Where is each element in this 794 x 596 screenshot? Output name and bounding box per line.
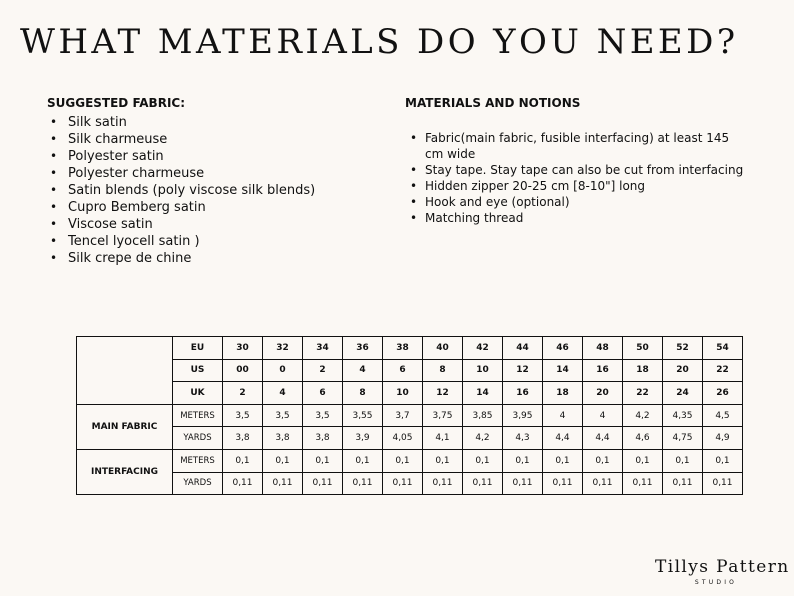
amount-cell: 0,11 bbox=[383, 472, 423, 495]
amount-cell: 0,11 bbox=[263, 472, 303, 495]
fabric-item: • Cupro Bemberg satin bbox=[47, 199, 367, 216]
amount-cell: 0,1 bbox=[223, 449, 263, 472]
size-cell: 38 bbox=[383, 337, 423, 360]
fabric-item: • Silk satin bbox=[47, 114, 367, 131]
unit-label: METERS bbox=[173, 404, 223, 427]
size-cell: 52 bbox=[663, 337, 703, 360]
amount-cell: 4,4 bbox=[583, 427, 623, 450]
size-system-label: EU bbox=[173, 337, 223, 360]
size-cell: 40 bbox=[423, 337, 463, 360]
amount-cell: 3,5 bbox=[263, 404, 303, 427]
size-chart-table bbox=[76, 336, 743, 495]
table-row bbox=[77, 404, 743, 427]
amount-cell: 3,7 bbox=[383, 404, 423, 427]
amount-cell: 0,11 bbox=[223, 472, 263, 495]
unit-label: YARDS bbox=[173, 472, 223, 495]
amount-cell: 0,11 bbox=[343, 472, 383, 495]
notion-item: • Hook and eye (optional) bbox=[405, 194, 750, 210]
size-cell: 22 bbox=[623, 382, 663, 405]
size-cell: 16 bbox=[583, 359, 623, 382]
fabric-item: • Tencel lyocell satin ) bbox=[47, 233, 367, 250]
notion-item: • Fabric(main fabric, fusible interfacing) at least 145 cm wide bbox=[405, 130, 750, 162]
size-cell: 54 bbox=[703, 337, 743, 360]
size-cell: 32 bbox=[263, 337, 303, 360]
amount-cell: 0,11 bbox=[583, 472, 623, 495]
size-row-eu bbox=[77, 337, 743, 360]
size-system-label: UK bbox=[173, 382, 223, 405]
notion-item: • Hidden zipper 20-25 cm [8-10"] long bbox=[405, 178, 750, 194]
size-cell: 18 bbox=[623, 359, 663, 382]
size-cell: 4 bbox=[263, 382, 303, 405]
amount-cell: 0,1 bbox=[303, 449, 343, 472]
amount-cell: 0,11 bbox=[663, 472, 703, 495]
brand-logo bbox=[655, 557, 790, 586]
amount-cell: 0,1 bbox=[703, 449, 743, 472]
notion-item: • Stay tape. Stay tape can also be cut from interfacing bbox=[405, 162, 750, 178]
size-cell: 18 bbox=[543, 382, 583, 405]
size-cell: 20 bbox=[583, 382, 623, 405]
page-title: WHAT MATERIALS DO YOU NEED? bbox=[20, 22, 739, 62]
size-cell: 10 bbox=[383, 382, 423, 405]
size-cell: 14 bbox=[543, 359, 583, 382]
amount-cell: 4,75 bbox=[663, 427, 703, 450]
amount-cell: 4,3 bbox=[503, 427, 543, 450]
amount-cell: 0,1 bbox=[583, 449, 623, 472]
amount-cell: 0,1 bbox=[543, 449, 583, 472]
notions-list bbox=[405, 130, 750, 226]
amount-cell: 4,2 bbox=[623, 404, 663, 427]
materials-notions-section bbox=[405, 96, 750, 226]
fabric-item: • Viscose satin bbox=[47, 216, 367, 233]
amount-cell: 0,11 bbox=[703, 472, 743, 495]
size-cell: 20 bbox=[663, 359, 703, 382]
suggested-fabric-section bbox=[47, 96, 367, 267]
amount-cell: 0,11 bbox=[623, 472, 663, 495]
size-cell: 26 bbox=[703, 382, 743, 405]
amount-cell: 4,2 bbox=[463, 427, 503, 450]
amount-cell: 3,8 bbox=[223, 427, 263, 450]
size-cell: 6 bbox=[303, 382, 343, 405]
amount-cell: 0,1 bbox=[383, 449, 423, 472]
size-cell: 8 bbox=[343, 382, 383, 405]
size-cell: 44 bbox=[503, 337, 543, 360]
amount-cell: 0,11 bbox=[503, 472, 543, 495]
amount-cell: 4,4 bbox=[543, 427, 583, 450]
table-corner-cell bbox=[77, 337, 173, 405]
amount-cell: 3,5 bbox=[303, 404, 343, 427]
unit-label: METERS bbox=[173, 449, 223, 472]
amount-cell: 4,6 bbox=[623, 427, 663, 450]
amount-cell: 3,8 bbox=[263, 427, 303, 450]
brand-name: Tillys Pattern bbox=[655, 557, 790, 577]
amount-cell: 0,1 bbox=[263, 449, 303, 472]
fabric-item: • Polyester satin bbox=[47, 148, 367, 165]
fabric-list bbox=[47, 114, 367, 267]
fabric-item: • Silk crepe de chine bbox=[47, 250, 367, 267]
amount-cell: 4,1 bbox=[423, 427, 463, 450]
size-cell: 22 bbox=[703, 359, 743, 382]
amount-cell: 4,9 bbox=[703, 427, 743, 450]
size-cell: 8 bbox=[423, 359, 463, 382]
size-cell: 30 bbox=[223, 337, 263, 360]
size-cell: 36 bbox=[343, 337, 383, 360]
notion-item: • Matching thread bbox=[405, 210, 750, 226]
brand-subtitle: STUDIO bbox=[694, 579, 738, 586]
size-cell: 12 bbox=[423, 382, 463, 405]
size-cell: 42 bbox=[463, 337, 503, 360]
table-row bbox=[77, 427, 743, 450]
amount-cell: 3,95 bbox=[503, 404, 543, 427]
suggested-fabric-heading: SUGGESTED FABRIC: bbox=[47, 96, 186, 110]
size-cell: 2 bbox=[303, 359, 343, 382]
amount-cell: 4 bbox=[583, 404, 623, 427]
amount-cell: 3,8 bbox=[303, 427, 343, 450]
size-cell: 16 bbox=[503, 382, 543, 405]
amount-cell: 0,11 bbox=[303, 472, 343, 495]
table-row bbox=[77, 449, 743, 472]
amount-cell: 4,05 bbox=[383, 427, 423, 450]
unit-label: YARDS bbox=[173, 427, 223, 450]
amount-cell: 3,5 bbox=[223, 404, 263, 427]
amount-cell: 4,35 bbox=[663, 404, 703, 427]
size-cell: 34 bbox=[303, 337, 343, 360]
amount-cell: 0,11 bbox=[543, 472, 583, 495]
fabric-item: • Silk charmeuse bbox=[47, 131, 367, 148]
size-cell: 4 bbox=[343, 359, 383, 382]
amount-cell: 4,5 bbox=[703, 404, 743, 427]
amount-cell: 0,1 bbox=[343, 449, 383, 472]
table-row bbox=[77, 472, 743, 495]
size-cell: 24 bbox=[663, 382, 703, 405]
size-cell: 2 bbox=[223, 382, 263, 405]
size-cell: 0 bbox=[263, 359, 303, 382]
amount-cell: 0,11 bbox=[463, 472, 503, 495]
amount-cell: 3,75 bbox=[423, 404, 463, 427]
group-label: MAIN FABRIC bbox=[77, 404, 173, 449]
amount-cell: 4 bbox=[543, 404, 583, 427]
fabric-item: • Satin blends (poly viscose silk blends) bbox=[47, 182, 367, 199]
size-cell: 00 bbox=[223, 359, 263, 382]
size-row-us bbox=[77, 359, 743, 382]
amount-cell: 0,1 bbox=[463, 449, 503, 472]
group-label: INTERFACING bbox=[77, 449, 173, 494]
amount-cell: 0,11 bbox=[423, 472, 463, 495]
size-cell: 48 bbox=[583, 337, 623, 360]
size-cell: 50 bbox=[623, 337, 663, 360]
size-cell: 14 bbox=[463, 382, 503, 405]
size-cell: 10 bbox=[463, 359, 503, 382]
amount-cell: 0,1 bbox=[663, 449, 703, 472]
amount-cell: 3,85 bbox=[463, 404, 503, 427]
amount-cell: 3,9 bbox=[343, 427, 383, 450]
amount-cell: 3,55 bbox=[343, 404, 383, 427]
size-row-uk bbox=[77, 382, 743, 405]
size-cell: 12 bbox=[503, 359, 543, 382]
materials-notions-heading: MATERIALS AND NOTIONS bbox=[405, 96, 581, 110]
amount-cell: 0,1 bbox=[503, 449, 543, 472]
size-system-label: US bbox=[173, 359, 223, 382]
fabric-item: • Polyester charmeuse bbox=[47, 165, 367, 182]
size-cell: 6 bbox=[383, 359, 423, 382]
size-cell: 46 bbox=[543, 337, 583, 360]
amount-cell: 0,1 bbox=[623, 449, 663, 472]
amount-cell: 0,1 bbox=[423, 449, 463, 472]
